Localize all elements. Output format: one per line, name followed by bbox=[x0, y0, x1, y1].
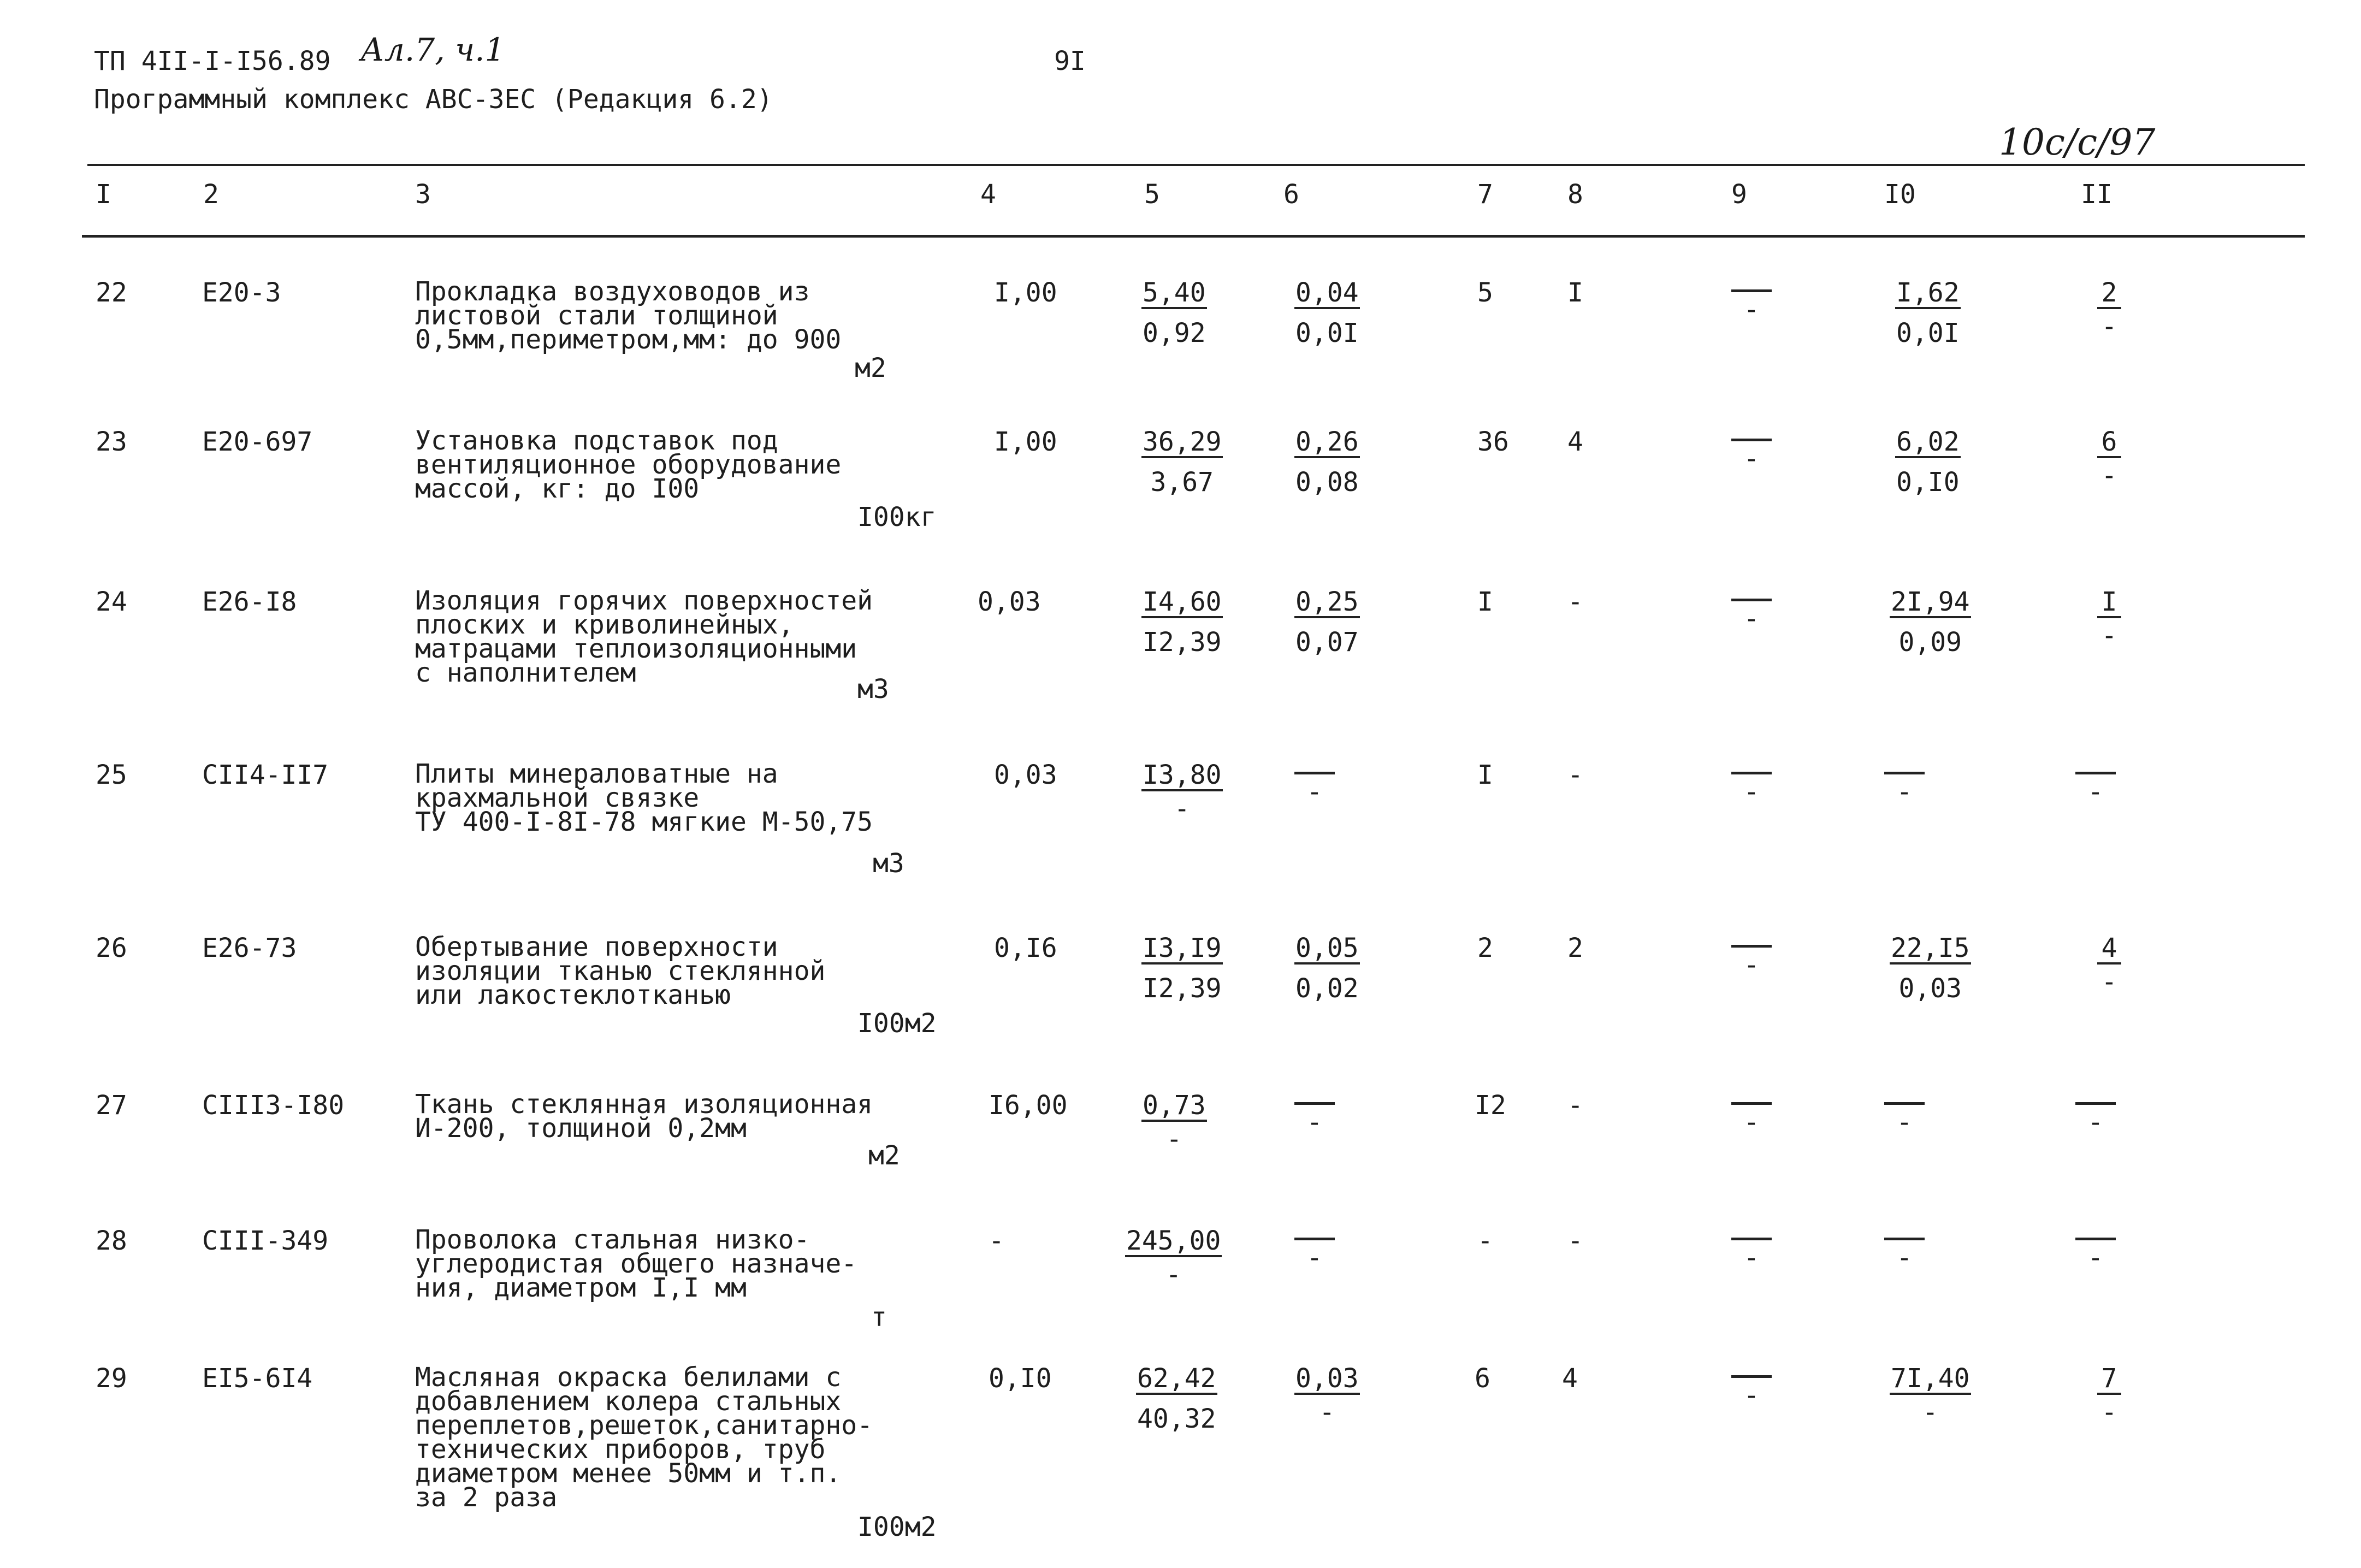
column-11-bottom: - bbox=[2101, 620, 2117, 651]
column-8-value: 4 bbox=[1562, 1363, 1578, 1394]
rate-code: Е26-I8 bbox=[202, 587, 297, 617]
column-9-bottom: - bbox=[1743, 1380, 1760, 1411]
column-11-fraction bbox=[2075, 762, 2116, 805]
unit-cost-fraction bbox=[1141, 427, 1223, 498]
column-10-top: I,62 bbox=[1896, 277, 1960, 308]
column-9-top bbox=[1731, 1092, 1772, 1105]
column-9-fraction bbox=[1731, 1365, 1772, 1409]
column-11-bottom: - bbox=[2101, 460, 2117, 491]
column-header: 8 bbox=[1567, 179, 1583, 210]
unit-cost-wages: 0,92 bbox=[1143, 318, 1206, 348]
column-10-top: 6,02 bbox=[1896, 427, 1960, 457]
column-10-fraction bbox=[1890, 587, 1971, 658]
machine-cost-total bbox=[1294, 1228, 1335, 1240]
column-9-fraction bbox=[1731, 762, 1772, 805]
column-11-bottom: - bbox=[2087, 1107, 2104, 1138]
column-10-bottom: 0,09 bbox=[1898, 627, 1962, 658]
unit-of-measure: I00кг bbox=[857, 502, 937, 532]
column-11-bottom: - bbox=[2087, 777, 2104, 807]
unit-cost-wages: I2,39 bbox=[1143, 973, 1222, 1004]
table-row bbox=[0, 1224, 2361, 1333]
unit-cost-wages: - bbox=[1166, 1124, 1182, 1155]
machine-cost-total bbox=[1294, 762, 1335, 774]
unit-cost-fraction bbox=[1125, 1228, 1222, 1288]
rate-code: Е20-697 bbox=[202, 427, 313, 457]
column-9-bottom: - bbox=[1743, 294, 1760, 325]
quantity: I,00 bbox=[994, 277, 1057, 308]
column-9-bottom: - bbox=[1743, 1107, 1760, 1138]
column-11-bottom: - bbox=[2101, 311, 2117, 342]
unit-cost-total: I4,60 bbox=[1143, 587, 1222, 617]
column-9-fraction bbox=[1731, 429, 1772, 472]
machine-cost-wages: 0,0I bbox=[1295, 318, 1359, 348]
unit-of-measure: м2 bbox=[868, 1140, 900, 1171]
unit-cost-wages: - bbox=[1165, 1259, 1182, 1290]
work-description: Изоляция горячих поверхностей плоских и криволинейных, матрацами теплоизоляционными с наполнителем bbox=[415, 585, 873, 688]
column-header: 6 bbox=[1283, 179, 1299, 210]
machine-cost-fraction bbox=[1294, 427, 1360, 498]
table-header-rule bbox=[82, 235, 2305, 238]
quantity: 0,I0 bbox=[989, 1363, 1052, 1394]
unit-cost-fraction bbox=[1141, 277, 1207, 348]
column-8-value: - bbox=[1567, 1226, 1583, 1256]
unit-cost-fraction bbox=[1141, 762, 1223, 822]
column-11-bottom: - bbox=[2087, 1242, 2104, 1273]
table-row bbox=[0, 1089, 2361, 1171]
work-description: Плиты минераловатные на крахмальной связке ТУ 400-I-8I-78 мягкие М-50,75 bbox=[415, 759, 873, 837]
machine-cost-total: 0,04 bbox=[1295, 277, 1359, 308]
unit-cost-total: 245,00 bbox=[1126, 1226, 1221, 1256]
table-row bbox=[0, 585, 2361, 705]
column-10-top bbox=[1884, 1092, 1925, 1105]
machine-cost-fraction bbox=[1294, 1092, 1335, 1138]
column-10-top: 7I,40 bbox=[1891, 1363, 1970, 1394]
column-9-bottom: - bbox=[1743, 1242, 1760, 1273]
table-top-rule bbox=[87, 164, 2305, 166]
unit-cost-total: I3,80 bbox=[1143, 760, 1222, 790]
page-number: 9I bbox=[1054, 46, 1086, 76]
column-7-value: I bbox=[1477, 760, 1493, 790]
quantity: - bbox=[989, 1226, 1004, 1256]
work-description: Проволока стальная низко- углеродистая общего назначе- ния, диаметром I,I мм bbox=[415, 1224, 857, 1303]
machine-cost-fraction bbox=[1294, 935, 1360, 1002]
unit-cost-total: 36,29 bbox=[1143, 427, 1222, 457]
column-11-top bbox=[2075, 1092, 2116, 1105]
machine-cost-total: 0,05 bbox=[1295, 933, 1359, 963]
quantity: 0,I6 bbox=[994, 933, 1057, 963]
column-10-bottom: 0,0I bbox=[1896, 318, 1960, 348]
column-11-fraction bbox=[2097, 935, 2121, 995]
column-10-fraction bbox=[1884, 762, 1925, 805]
machine-cost-total: 0,03 bbox=[1295, 1363, 1359, 1394]
column-header: 9 bbox=[1731, 179, 1747, 210]
unit-cost-fraction bbox=[1136, 1365, 1217, 1432]
column-11-top: 7 bbox=[2097, 1365, 2121, 1395]
machine-cost-total bbox=[1294, 1092, 1335, 1105]
row-number: 29 bbox=[96, 1363, 127, 1394]
table-row bbox=[0, 932, 2361, 1039]
machine-cost-wages: - bbox=[1306, 1107, 1323, 1138]
rate-code: СIII-349 bbox=[202, 1226, 329, 1256]
column-9-top bbox=[1731, 1228, 1772, 1240]
quantity: I,00 bbox=[994, 427, 1057, 457]
project-code: ТП 4II-I-I56.89 bbox=[94, 46, 331, 76]
table-row bbox=[0, 276, 2361, 383]
machine-cost-wages: 0,02 bbox=[1295, 973, 1359, 1004]
column-7-value: I bbox=[1477, 587, 1493, 617]
unit-cost-total: 0,73 bbox=[1143, 1090, 1206, 1121]
unit-of-measure: т bbox=[871, 1302, 887, 1333]
column-11-top bbox=[2075, 1228, 2116, 1240]
column-9-top bbox=[1731, 762, 1772, 774]
column-9-top bbox=[1731, 280, 1772, 292]
machine-cost-fraction bbox=[1294, 1228, 1335, 1271]
row-number: 23 bbox=[96, 427, 127, 457]
column-9-fraction bbox=[1731, 1228, 1772, 1271]
column-11-bottom: - bbox=[2101, 1397, 2117, 1428]
row-number: 25 bbox=[96, 760, 127, 790]
machine-cost-wages: 0,07 bbox=[1295, 627, 1359, 658]
row-number: 22 bbox=[96, 277, 127, 308]
handwritten-album-note: Ал.7, ч.1 bbox=[360, 31, 505, 68]
quantity: 0,03 bbox=[978, 587, 1041, 617]
column-8-value: 4 bbox=[1567, 427, 1583, 457]
column-7-value: I2 bbox=[1475, 1090, 1506, 1121]
column-11-top bbox=[2075, 762, 2116, 774]
quantity: 0,03 bbox=[994, 760, 1057, 790]
row-number: 24 bbox=[96, 587, 127, 617]
machine-cost-wages: - bbox=[1306, 1242, 1323, 1273]
unit-cost-wages: - bbox=[1174, 794, 1190, 824]
column-7-value: 36 bbox=[1477, 427, 1509, 457]
column-10-bottom: 0,I0 bbox=[1896, 467, 1960, 498]
machine-cost-fraction bbox=[1294, 1363, 1360, 1428]
column-9-fraction bbox=[1731, 1092, 1772, 1138]
column-7-value: 5 bbox=[1477, 277, 1493, 308]
unit-of-measure: м3 bbox=[857, 674, 889, 705]
column-header: 4 bbox=[980, 179, 996, 210]
column-8-value: I bbox=[1567, 277, 1583, 308]
column-11-fraction bbox=[2075, 1092, 2116, 1138]
column-9-fraction bbox=[1731, 280, 1772, 323]
column-10-bottom: - bbox=[1922, 1397, 1938, 1428]
column-11-top: 4 bbox=[2097, 935, 2121, 965]
column-header: 2 bbox=[203, 179, 219, 210]
column-9-top bbox=[1731, 935, 1772, 948]
table-row bbox=[0, 1362, 2361, 1542]
rate-code: СII4-II7 bbox=[202, 760, 329, 790]
machine-cost-total: 0,26 bbox=[1295, 427, 1359, 457]
column-10-fraction bbox=[1890, 935, 1971, 1002]
rate-code: Е26-73 bbox=[202, 933, 297, 963]
column-9-bottom: - bbox=[1743, 777, 1760, 807]
rate-code: Е20-3 bbox=[202, 277, 281, 308]
column-10-top bbox=[1884, 762, 1925, 774]
work-description: Прокладка воздуховодов из листовой стали толщиной 0,5мм,периметром,мм: до 900 bbox=[415, 276, 842, 355]
column-10-top: 2I,94 bbox=[1891, 587, 1970, 617]
table-row bbox=[0, 425, 2361, 532]
column-10-bottom: - bbox=[1896, 1107, 1913, 1138]
column-10-bottom: - bbox=[1896, 777, 1913, 807]
column-11-fraction bbox=[2097, 1363, 2121, 1428]
column-10-top bbox=[1884, 1228, 1925, 1240]
column-10-bottom: - bbox=[1896, 1242, 1913, 1273]
machine-cost-fraction bbox=[1294, 762, 1335, 805]
machine-cost-wages: - bbox=[1319, 1397, 1335, 1428]
column-10-fraction bbox=[1895, 427, 1961, 498]
column-10-bottom: 0,03 bbox=[1898, 973, 1962, 1004]
column-9-top bbox=[1731, 1365, 1772, 1378]
column-header: 7 bbox=[1477, 179, 1493, 210]
column-9-bottom: - bbox=[1743, 603, 1760, 634]
column-10-fraction bbox=[1884, 1092, 1925, 1138]
machine-cost-wages: - bbox=[1306, 777, 1323, 807]
row-number: 26 bbox=[96, 933, 127, 963]
unit-of-measure: I00м2 bbox=[857, 1512, 937, 1542]
column-10-fraction bbox=[1890, 1363, 1971, 1428]
handwritten-date-note: 10с/с/97 bbox=[1999, 121, 2156, 163]
column-11-bottom: - bbox=[2101, 967, 2117, 997]
unit-of-measure: м2 bbox=[855, 353, 886, 383]
row-number: 27 bbox=[96, 1090, 127, 1121]
column-7-value: - bbox=[1477, 1226, 1493, 1256]
column-header: I0 bbox=[1884, 179, 1916, 210]
column-9-fraction bbox=[1731, 589, 1772, 632]
column-11-top: I bbox=[2097, 589, 2121, 618]
unit-cost-total: 5,40 bbox=[1143, 277, 1206, 308]
column-11-top: 6 bbox=[2097, 429, 2121, 458]
unit-cost-fraction bbox=[1141, 935, 1223, 1002]
work-description: Обертывание поверхности изоляции тканью стеклянной или лакостеклотканью bbox=[415, 932, 826, 1010]
column-10-fraction bbox=[1895, 277, 1961, 348]
column-9-top bbox=[1731, 589, 1772, 601]
column-10-top: 22,I5 bbox=[1891, 933, 1970, 963]
machine-cost-total: 0,25 bbox=[1295, 587, 1359, 617]
work-description: Ткань стеклянная изоляционная И-200, толщиной 0,2мм bbox=[415, 1089, 873, 1144]
unit-cost-wages: I2,39 bbox=[1143, 627, 1222, 658]
column-9-fraction bbox=[1731, 935, 1772, 978]
column-9-bottom: - bbox=[1743, 950, 1760, 980]
quantity: I6,00 bbox=[989, 1090, 1068, 1121]
column-9-bottom: - bbox=[1743, 443, 1760, 474]
column-7-value: 2 bbox=[1477, 933, 1493, 963]
unit-of-measure: I00м2 bbox=[857, 1008, 937, 1039]
machine-cost-fraction bbox=[1294, 277, 1360, 348]
work-description: Масляная окраска белилами с добавлением колера стальных переплетов,решеток,санитарно- технических приборов, труб диаметром менее 50мм и т.п. за 2 раза bbox=[415, 1362, 873, 1513]
program-line: Программный комплекс АВС-3ЕС (Редакция 6.2) bbox=[94, 84, 773, 115]
column-header: 3 bbox=[415, 179, 431, 210]
unit-cost-fraction bbox=[1141, 1090, 1207, 1155]
column-8-value: 2 bbox=[1567, 933, 1583, 963]
column-11-fraction bbox=[2097, 277, 2121, 342]
column-8-value: - bbox=[1567, 1090, 1583, 1121]
column-7-value: 6 bbox=[1475, 1363, 1490, 1394]
unit-cost-total: 62,42 bbox=[1137, 1363, 1216, 1394]
column-11-fraction bbox=[2097, 589, 2121, 649]
rate-code: СIII3-I80 bbox=[202, 1090, 345, 1121]
unit-cost-total: I3,I9 bbox=[1143, 933, 1222, 963]
unit-cost-fraction bbox=[1141, 587, 1223, 658]
unit-cost-wages: 40,32 bbox=[1137, 1404, 1216, 1434]
column-9-top bbox=[1731, 429, 1772, 441]
machine-cost-fraction bbox=[1294, 587, 1360, 658]
machine-cost-wages: 0,08 bbox=[1295, 467, 1359, 498]
column-header: I bbox=[96, 179, 111, 210]
unit-cost-wages: 3,67 bbox=[1150, 467, 1214, 498]
column-8-value: - bbox=[1567, 587, 1583, 617]
column-11-top: 2 bbox=[2097, 280, 2121, 309]
column-11-fraction bbox=[2097, 429, 2121, 489]
column-header: 5 bbox=[1144, 179, 1160, 210]
column-header: II bbox=[2081, 179, 2113, 210]
column-8-value: - bbox=[1567, 760, 1583, 790]
column-10-fraction bbox=[1884, 1228, 1925, 1271]
column-11-fraction bbox=[2075, 1228, 2116, 1271]
table-row bbox=[0, 759, 2361, 879]
rate-code: ЕI5-6I4 bbox=[202, 1363, 313, 1394]
row-number: 28 bbox=[96, 1226, 127, 1256]
unit-of-measure: м3 bbox=[873, 848, 904, 879]
work-description: Установка подставок под вентиляционное оборудование массой, кг: до I00 bbox=[415, 425, 842, 504]
